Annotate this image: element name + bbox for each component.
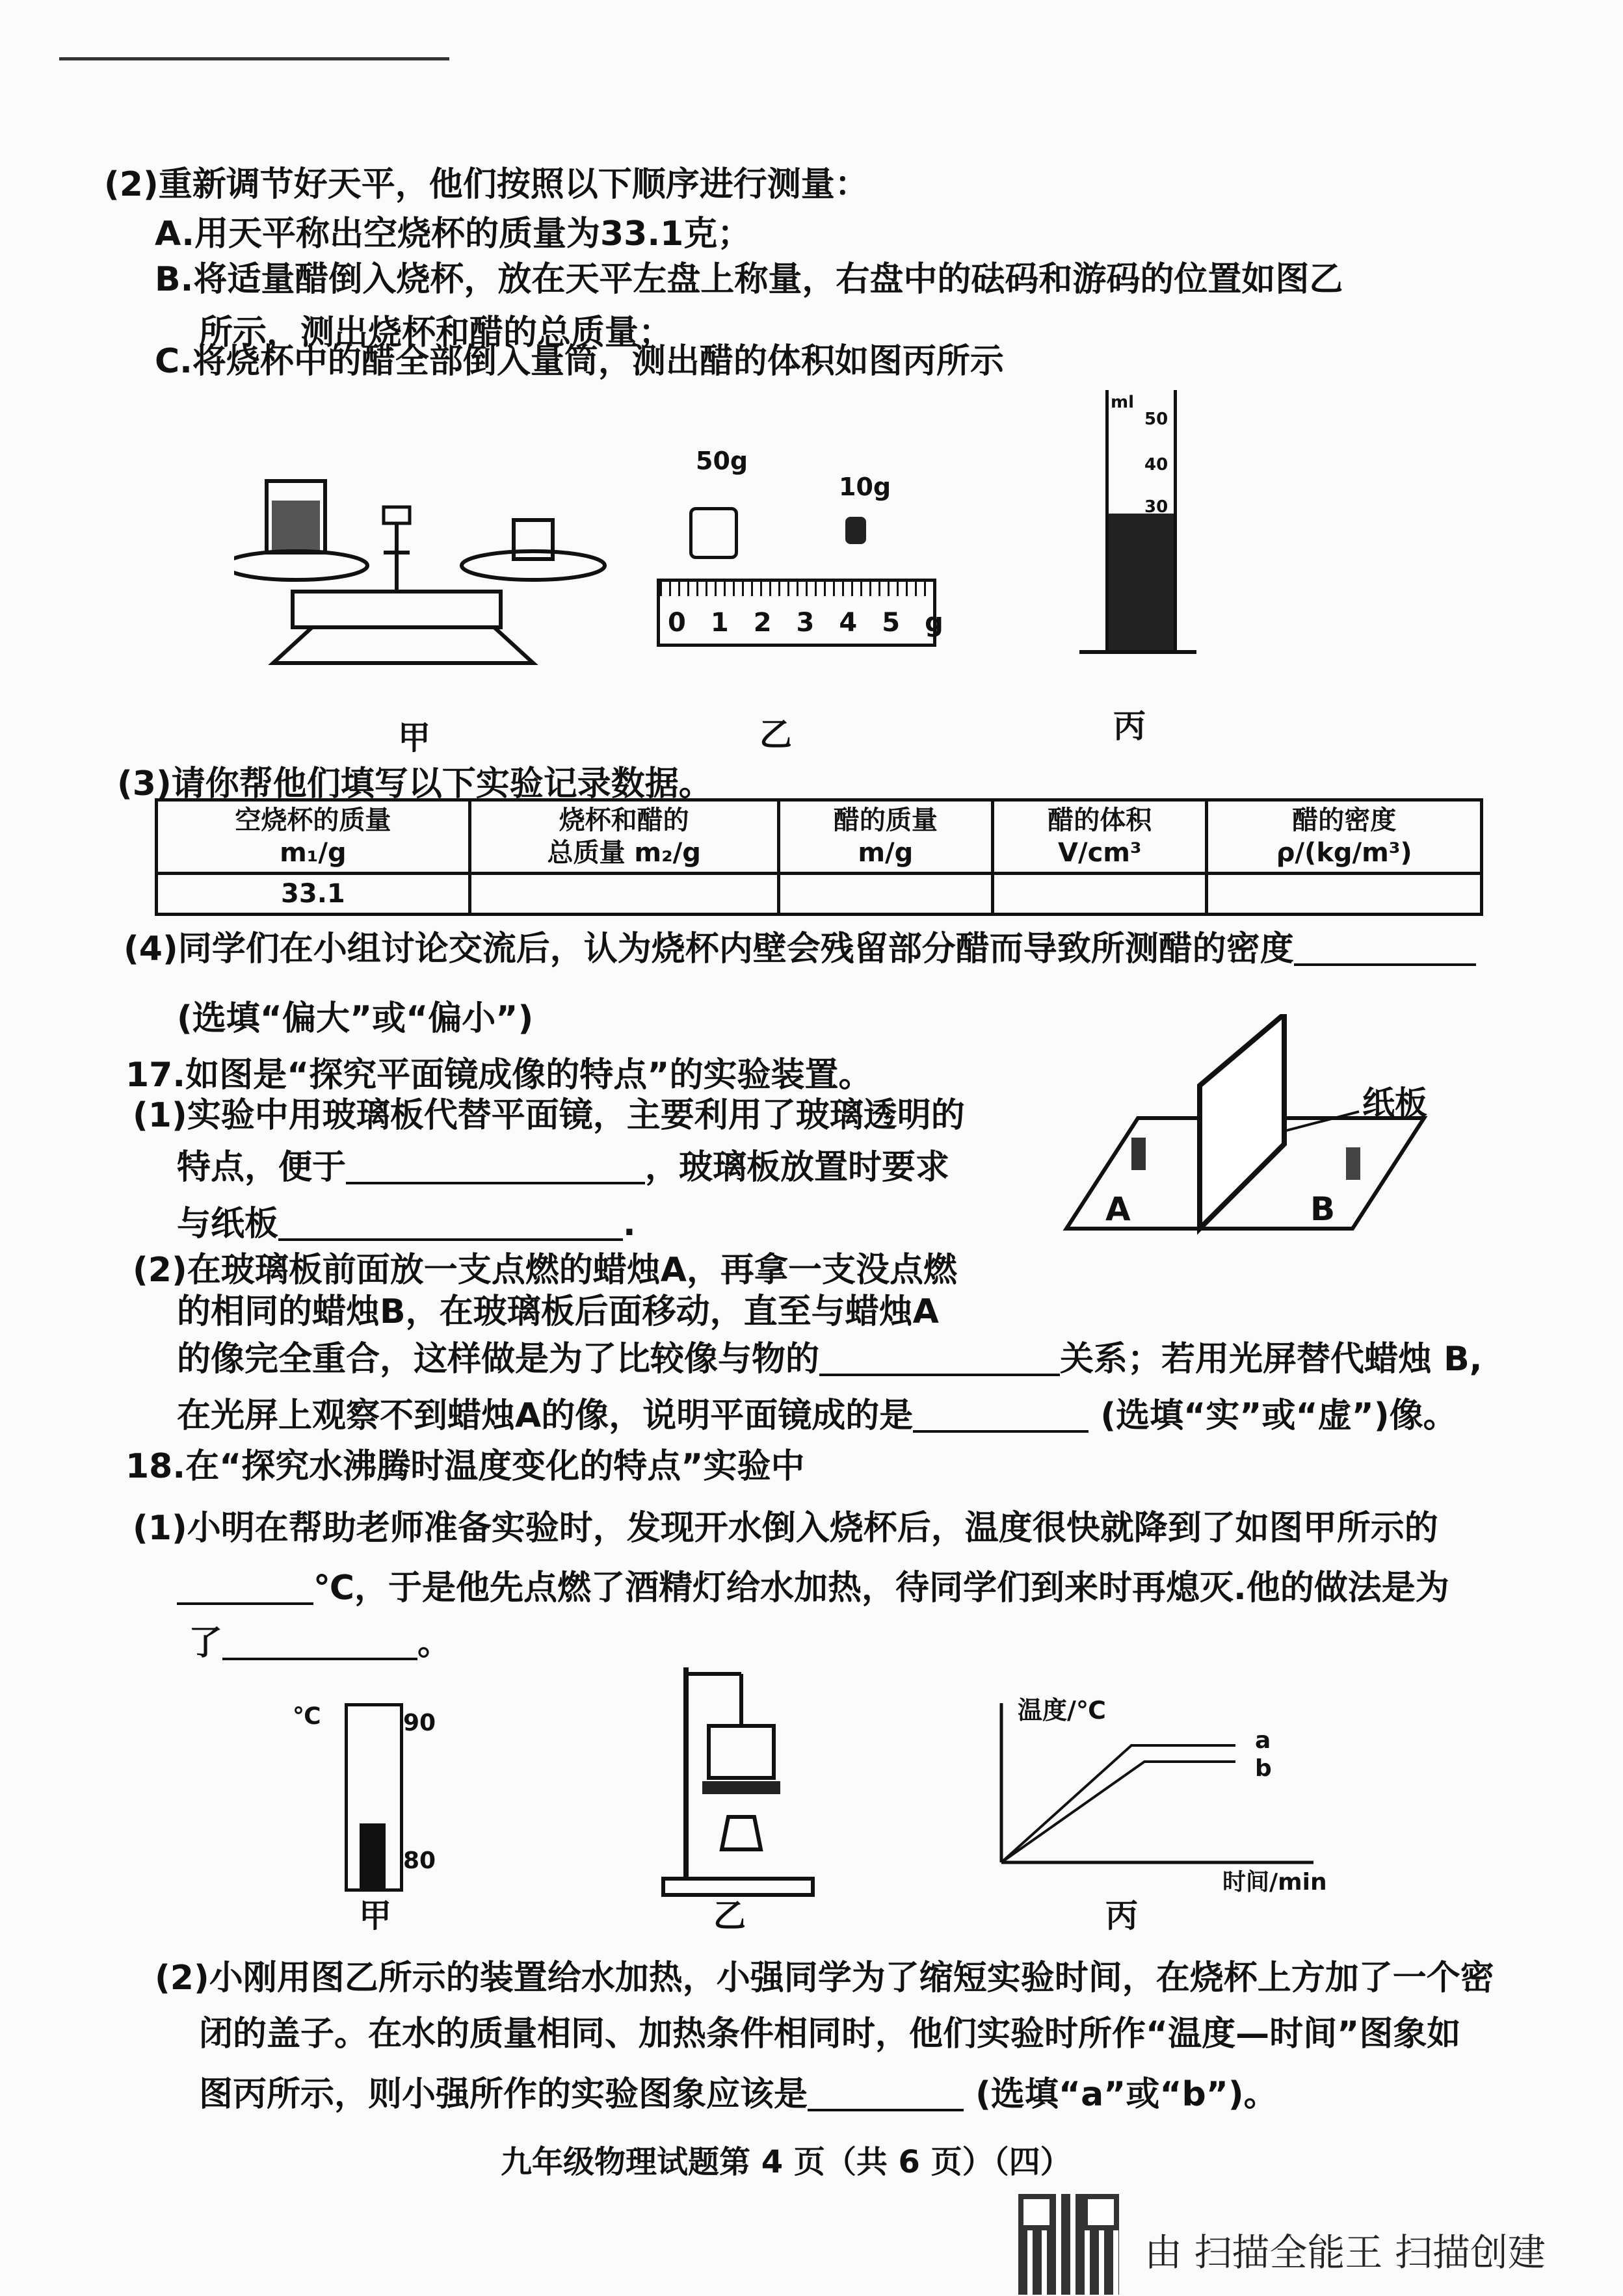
ruler-tick: 2	[753, 608, 772, 638]
answer-blank[interactable]	[177, 1570, 313, 1605]
answer-blank[interactable]	[913, 1398, 1089, 1433]
q16-step-a: A.用天平称出空烧杯的质量为33.1克；	[155, 215, 752, 254]
weight-50g-icon	[689, 507, 738, 559]
answer-blank[interactable]	[808, 2076, 964, 2111]
header-cell: 醋的体积 V/cm³	[993, 800, 1207, 874]
label-candle-a: A	[1105, 1190, 1131, 1228]
q17-part2: (2)在玻璃板前面放一支点燃的蜡烛A，再拿一支没点燃	[133, 1251, 957, 1290]
q16-step-b: B.将适量醋倒入烧杯，放在天平左盘上称量，右盘中的砝码和游码的位置如图乙	[155, 260, 1343, 299]
cell-total-mass[interactable]	[469, 874, 778, 915]
cell-empty-beaker-mass: 33.1	[157, 874, 470, 915]
q18-text: 。	[417, 1624, 452, 1663]
table-header-row	[157, 800, 1482, 874]
q17-text: ，玻璃板放置时要求	[645, 1148, 950, 1187]
fig-label-bing: 丙	[1105, 1897, 1138, 1935]
q17-text: 特点，便于	[177, 1148, 347, 1187]
cylinder-tick: 30	[1144, 497, 1168, 517]
q18-text: ℃，于是他先点燃了酒精灯给水加热，待同学们到来时再熄灭.他的做法是为	[313, 1569, 1449, 1608]
header-cell: 醋的密度 ρ/(kg/m³)	[1207, 800, 1482, 874]
fig-label-yi: 乙	[759, 716, 792, 753]
series-b-line	[1001, 1762, 1235, 1862]
series-b-label: b	[1255, 1755, 1272, 1782]
scanner-watermark: 由 扫描全能王 扫描创建	[1144, 2230, 1546, 2275]
answer-blank[interactable]	[278, 1206, 623, 1241]
q17-text: (选填“实”或“虚”)像。	[1100, 1396, 1457, 1435]
fig-label-jia: 甲	[359, 1897, 391, 1935]
table-row	[157, 874, 1482, 915]
ruler-unit: g	[925, 608, 943, 638]
q17-text: 的像完全重合，这样做是为了比较像与物的	[177, 1340, 820, 1379]
q18-text: (选填“a”或“b”)。	[975, 2075, 1278, 2114]
heating-apparatus-figure	[657, 1654, 819, 1901]
scan-edge-line	[59, 57, 449, 60]
fig-label-bing: 丙	[1113, 707, 1146, 745]
measuring-cylinder-figure	[1079, 390, 1196, 663]
q17-title: 17.如图是“探究平面镜成像的特点”的实验装置。	[125, 1056, 873, 1095]
page-footer: 九年级物理试题第 4 页（共 6 页）（四）	[501, 2144, 1072, 2180]
q18-text: 图丙所示，则小强所作的实验图象应该是	[199, 2075, 808, 2114]
q17-text: 关系；若用光屏替代蜡烛 B,	[1060, 1340, 1483, 1379]
cylinder-unit: ml	[1111, 393, 1135, 412]
weights-ruler-figure	[657, 449, 943, 657]
answer-blank[interactable]	[222, 1625, 417, 1660]
cylinder-liquid	[1109, 514, 1174, 650]
cell-vinegar-density[interactable]	[1207, 874, 1482, 915]
ruler-tick: 3	[796, 608, 815, 638]
q18-text: 了	[189, 1624, 223, 1663]
label-candle-b: B	[1310, 1190, 1336, 1228]
thermometer-figure	[293, 1697, 462, 1892]
answer-blank[interactable]	[1294, 931, 1476, 966]
ruler-tick: 0	[668, 608, 686, 638]
data-table	[155, 798, 1483, 916]
fig-label-yi: 乙	[713, 1897, 746, 1935]
q16-step-c: C.将烧杯中的醋全部倒入量筒，测出醋的体积如图丙所示	[155, 342, 1004, 381]
answer-blank[interactable]	[819, 1341, 1060, 1376]
header-cell: 空烧杯的质量 m₁/g	[157, 800, 470, 874]
q18-part2: (2)小刚用图乙所示的装置给水加热，小强同学为了缩短实验时间，在烧杯上方加了一个密	[155, 1959, 1494, 1998]
thermometer-tick: 90	[403, 1710, 436, 1736]
header-cell: 醋的质量 m/g	[778, 800, 992, 874]
q16-step-b-cont: 所示，测出烧杯和醋的总质量；	[199, 313, 673, 352]
cell-vinegar-volume[interactable]	[993, 874, 1207, 915]
q17-text: .	[623, 1205, 636, 1244]
q18-part2-line2: 闭的盖子。在水的质量相同、加热条件相同时，他们实验时所作“温度—时间”图象如	[199, 2015, 1461, 2054]
cylinder-tick: 50	[1144, 410, 1168, 429]
balance-figure	[234, 468, 624, 689]
q17-part1: (1)实验中用玻璃板代替平面镜，主要利用了玻璃透明的	[133, 1096, 965, 1135]
q16-part4-hint: (选填“偏大”或“偏小”)	[177, 999, 534, 1038]
label-paper-board: 纸板	[1362, 1084, 1427, 1122]
ruler-tick: 1	[710, 608, 729, 638]
header-cell: 烧杯和醋的 总质量 m₂/g	[469, 800, 778, 874]
ruler-tick: 5	[882, 608, 901, 638]
thermometer-tick: 80	[403, 1847, 436, 1874]
q18-title: 18.在“探究水沸腾时温度变化的特点”实验中	[125, 1447, 805, 1486]
ruler-icon	[657, 579, 943, 647]
weight-10g-icon	[845, 517, 866, 544]
q17-text: 与纸板	[177, 1205, 279, 1244]
fig-label-jia: 甲	[398, 719, 430, 757]
q17-part2-line2: 的相同的蜡烛B，在玻璃板后面移动，直至与蜡烛A	[177, 1292, 939, 1331]
qr-code-icon	[1018, 2194, 1119, 2295]
weight-50g-label: 50g	[696, 447, 748, 475]
cell-vinegar-mass[interactable]	[778, 874, 992, 915]
graph-y-label: 温度/℃	[1018, 1696, 1106, 1725]
cylinder-tick: 40	[1144, 455, 1168, 475]
weight-10g-label: 10g	[839, 473, 891, 501]
answer-blank[interactable]	[346, 1149, 645, 1184]
q16-part2-title: (2)重新调节好天平，他们按照以下顺序进行测量：	[104, 165, 869, 204]
q18-part1: (1)小明在帮助老师准备实验时，发现开水倒入烧杯后，温度很快就降到了如图甲所示的	[133, 1509, 1438, 1548]
series-a-label: a	[1255, 1727, 1271, 1754]
q16-part4-text: (4)同学们在小组讨论交流后，认为烧杯内壁会残留部分醋而导致所测醋的密度	[124, 930, 1294, 969]
q17-text: 在光屏上观察不到蜡烛A的像，说明平面镜成的是	[177, 1396, 914, 1435]
q16-part3-title: (3)请你帮他们填写以下实验记录数据。	[117, 764, 713, 803]
ruler-tick: 4	[839, 608, 858, 638]
thermometer-unit: ℃	[293, 1703, 321, 1730]
graph-x-label: 时间/min	[1222, 1869, 1327, 1896]
